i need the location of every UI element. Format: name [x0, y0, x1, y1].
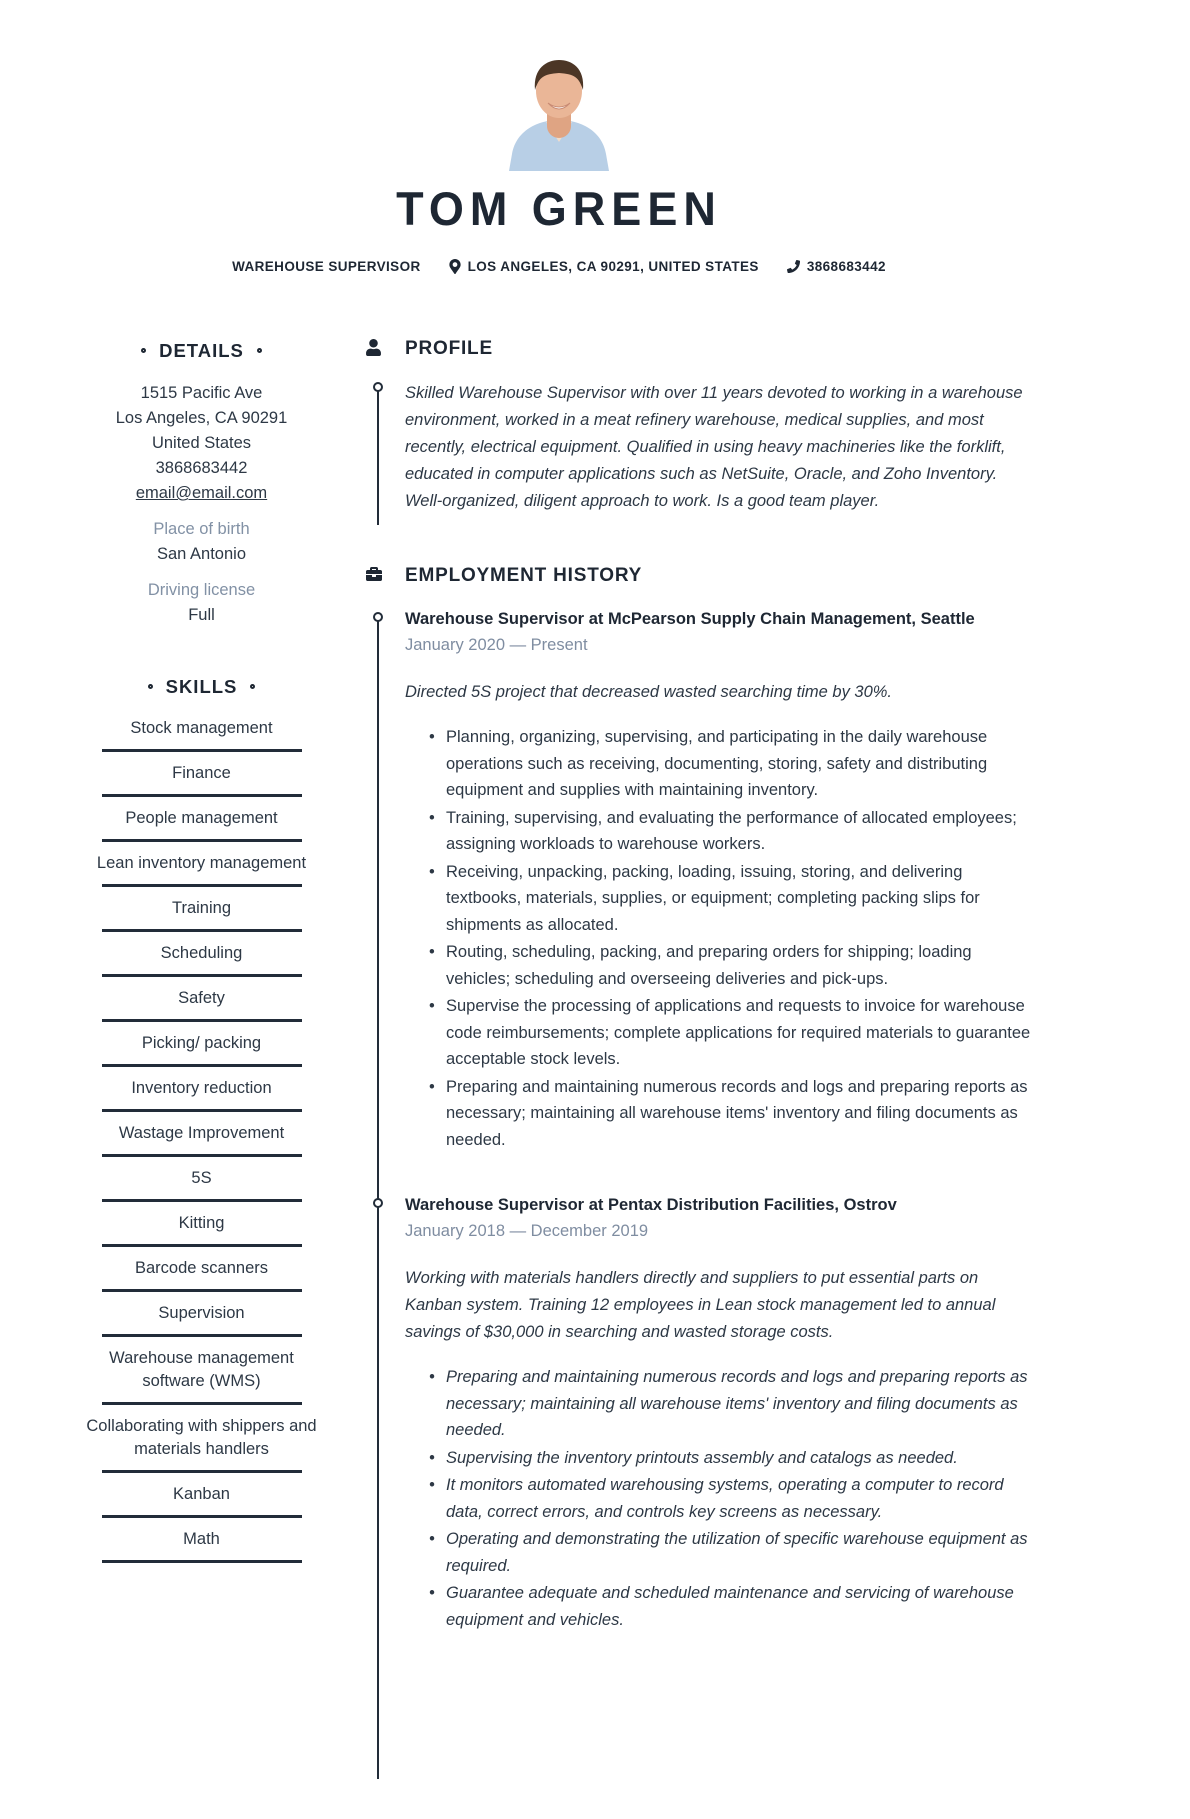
job-bullet: • Receiving, unpacking, packing, loading, issuing, storing, and delivering textbooks, materials, supplies, or equipment; completing packing slips for shipments as allocated.	[429, 859, 1035, 939]
profile-body	[365, 380, 1035, 525]
job-entry	[405, 607, 1035, 1153]
job-title: Warehouse Supervisor at Pentax Distribution Facilities, Ostrov	[405, 1196, 897, 1214]
skill-item: Inventory reduction	[83, 1077, 320, 1112]
avatar	[488, 58, 630, 171]
address-line: Los Angeles, CA 90291	[115, 409, 288, 427]
job-summary: Working with materials handlers directly and suppliers to put essential parts on Kanban system. Training 12 employees in Lean stock management led to annual savings of $30,000 in searching and wasted storage costs.	[405, 1269, 996, 1341]
job-bullet: • Supervise the processing of applications and requests to invoice for warehouse code reimbursements; complete applications for required materials to guarantee acceptable stock levels.	[429, 993, 1035, 1073]
skill-item: Finance	[83, 762, 320, 797]
skills-heading: SKILLS	[83, 674, 320, 699]
profile-section	[365, 338, 1035, 525]
address-block	[83, 381, 320, 481]
skill-item: Math	[83, 1528, 320, 1563]
skill-item: Scheduling	[83, 942, 320, 977]
job-bullet: • Preparing and maintaining numerous records and logs and preparing reports as necessary; maintaining all warehouse items' inventory and filing documents as needed.	[429, 1074, 1035, 1154]
contact-bar	[83, 259, 1035, 274]
skill-item: People management	[83, 807, 320, 842]
job-bullet: • Preparing and maintaining numerous records and logs and preparing reports as necessary; maintaining all warehouse items' inventory and filing documents as needed.	[429, 1364, 1035, 1444]
skill-item: Training	[83, 897, 320, 932]
sidebar	[83, 338, 320, 1573]
ring-icon	[250, 684, 255, 689]
profile-heading: PROFILE	[365, 338, 1035, 360]
job-bullet-list	[405, 1364, 1035, 1633]
skill-item: Lean inventory management	[83, 852, 320, 887]
address-line: United States	[151, 434, 252, 452]
job-bullet: • Routing, scheduling, packing, and preparing orders for shipping; loading vehicles; scheduling and overseeing deliveries and pick-ups.	[429, 939, 1035, 992]
contact-location	[449, 259, 759, 274]
field-label: Driving license	[147, 581, 256, 599]
location-text: LOS ANGELES, CA 90291, UNITED STATES	[467, 259, 759, 274]
skill-item: Barcode scanners	[83, 1257, 320, 1292]
skill-item: Supervision	[83, 1302, 320, 1337]
job-dates: January 2020 — Present	[405, 636, 588, 654]
detail-field	[83, 578, 320, 628]
person-icon	[366, 339, 381, 362]
detail-field	[83, 517, 320, 567]
address-line: 3868683442	[155, 459, 248, 477]
ring-icon	[148, 684, 153, 689]
job-dates: January 2018 — December 2019	[405, 1222, 649, 1240]
skill-item: Collaborating with shippers and materials handlers	[83, 1415, 320, 1473]
employment-timeline	[365, 607, 1035, 1779]
job-bullet: • Guarantee adequate and scheduled maintenance and servicing of warehouse equipment and vehicles.	[429, 1580, 1035, 1633]
ring-icon	[257, 348, 262, 353]
skill-item: 5S	[83, 1167, 320, 1202]
briefcase-icon	[366, 566, 382, 588]
job-bullet: • Operating and demonstrating the utilization of specific warehouse equipment as required.	[429, 1526, 1035, 1579]
skill-item: Stock management	[83, 717, 320, 752]
employment-heading: EMPLOYMENT HISTORY	[365, 565, 1035, 587]
skill-item: Kitting	[83, 1212, 320, 1247]
job-bullet: • Planning, organizing, supervising, and participating in the daily warehouse operations such as receiving, documenting, storing, safety and distributing equipment and supplies with maintaining inventory.	[429, 724, 1035, 804]
job-bullet-list	[405, 724, 1035, 1153]
skill-item: Warehouse management software (WMS)	[83, 1347, 320, 1405]
candidate-job-title: WAREHOUSE SUPERVISOR	[232, 259, 421, 274]
skill-item: Picking/ packing	[83, 1032, 320, 1067]
skill-item: Kanban	[83, 1483, 320, 1518]
job-title: Warehouse Supervisor at McPearson Supply Chain Management, Seattle	[405, 610, 975, 628]
header	[83, 58, 1035, 274]
job-bullet: • It monitors automated warehousing systems, operating a computer to record data, correct errors, and controls key screens as necessary.	[429, 1472, 1035, 1525]
main-content	[365, 338, 1035, 1779]
details-heading: DETAILS	[83, 338, 320, 363]
field-value: San Antonio	[157, 545, 246, 563]
detail-fields	[83, 517, 320, 628]
ring-icon	[141, 348, 146, 353]
job-entry	[405, 1193, 1035, 1633]
job-bullet: • Training, supervising, and evaluating the performance of allocated employees; assigning workloads to warehouse workers.	[429, 805, 1035, 858]
job-summary: Directed 5S project that decreased wasted searching time by 30%.	[405, 683, 893, 701]
email-link[interactable]: email@email.com	[135, 484, 268, 502]
contact-phone	[787, 259, 886, 274]
phone-text: 3868683442	[806, 259, 886, 274]
address-line: 1515 Pacific Ave	[140, 384, 263, 402]
skill-item: Safety	[83, 987, 320, 1022]
location-pin-icon	[449, 259, 461, 274]
portrait-photo-illustration	[488, 58, 630, 171]
job-bullet: • Supervising the inventory printouts assembly and catalogs as needed.	[429, 1445, 1035, 1472]
field-label: Place of birth	[153, 520, 250, 538]
employment-section	[365, 565, 1035, 1779]
skills-list	[83, 717, 320, 1563]
candidate-name: TOM GREEN	[396, 181, 722, 236]
skill-item: Wastage Improvement	[83, 1122, 320, 1157]
profile-text: Skilled Warehouse Supervisor with over 11 years devoted to working in a warehouse environment, worked in a meat refinery warehouse, medical supplies, and most recently, electrical equipment. Qualified in using heavy machineries like the forklift, educated in computer applications such as NetSuite, Oracle, and Zoho Inventory. Well-organized, diligent approach to work. Is a good team player.	[405, 384, 1023, 510]
field-value: Full	[188, 606, 215, 624]
resume-page	[0, 58, 1190, 1819]
phone-icon	[787, 260, 800, 273]
